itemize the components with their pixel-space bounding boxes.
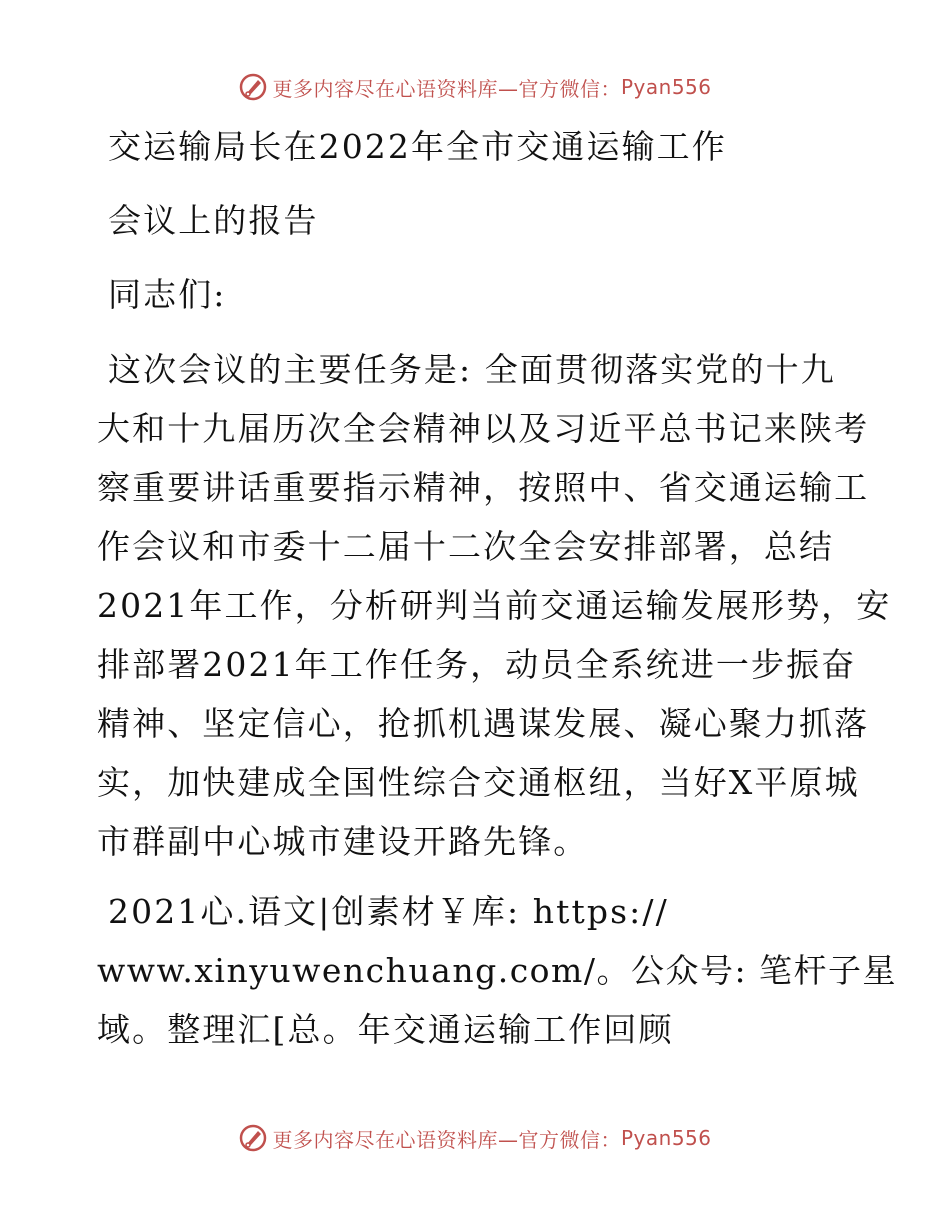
paragraph-2-line: 域。整理汇[总。年交通运输工作回顾 bbox=[97, 1010, 674, 1049]
paragraph-1-line: 实，加快建成全国性综合交通枢纽，当好X平原城 bbox=[97, 763, 860, 802]
paragraph-2-line: www.xinyuwenchuang.com/。公众号: 笔杆子星 bbox=[97, 951, 898, 990]
paragraph-1-line: 精神、坚定信心，抢抓机遇谋发展、凝心聚力抓落 bbox=[97, 704, 870, 743]
paragraph-1-line: 排部署2021年工作任务，动员全系统进一步振奋 bbox=[97, 645, 857, 684]
paragraph-1-line: 大和十九届历次全会精神以及习近平总书记来陕考 bbox=[97, 409, 870, 448]
watermark-id: Pyan556 bbox=[620, 75, 712, 99]
header-watermark bbox=[0, 72, 950, 102]
pen-logo-icon bbox=[238, 1123, 268, 1153]
paragraph-1-line: 市群副中心城市建设开路先锋。 bbox=[97, 822, 589, 861]
pen-logo-icon bbox=[238, 72, 268, 102]
watermark-text: 更多内容尽在心语资料库—官方微信： bbox=[272, 76, 621, 101]
footer-watermark bbox=[0, 1123, 950, 1153]
paragraph-1-line: 作会议和市委十二届十二次全会安排部署，总结 bbox=[97, 527, 835, 566]
watermark-text: 更多内容尽在心语资料库—官方微信： bbox=[272, 1127, 621, 1152]
paragraph-1-line: 这次会议的主要任务是: 全面贯彻落实党的十九 bbox=[108, 350, 836, 389]
watermark-id: Pyan556 bbox=[620, 1126, 712, 1150]
paragraph-2-line: 2021心.语文|创素材￥库: https:// bbox=[108, 892, 669, 931]
document-title-line-2: 会议上的报告 bbox=[108, 201, 319, 240]
paragraph-1-line: 2021年工作，分析研判当前交通运输发展形势，安 bbox=[97, 586, 892, 625]
paragraph-1-line: 察重要讲话重要指示精神，按照中、省交通运输工 bbox=[97, 468, 870, 507]
salutation: 同志们: bbox=[108, 275, 227, 314]
document-title-line-1: 交运输局长在2022年全市交通运输工作 bbox=[108, 127, 727, 166]
